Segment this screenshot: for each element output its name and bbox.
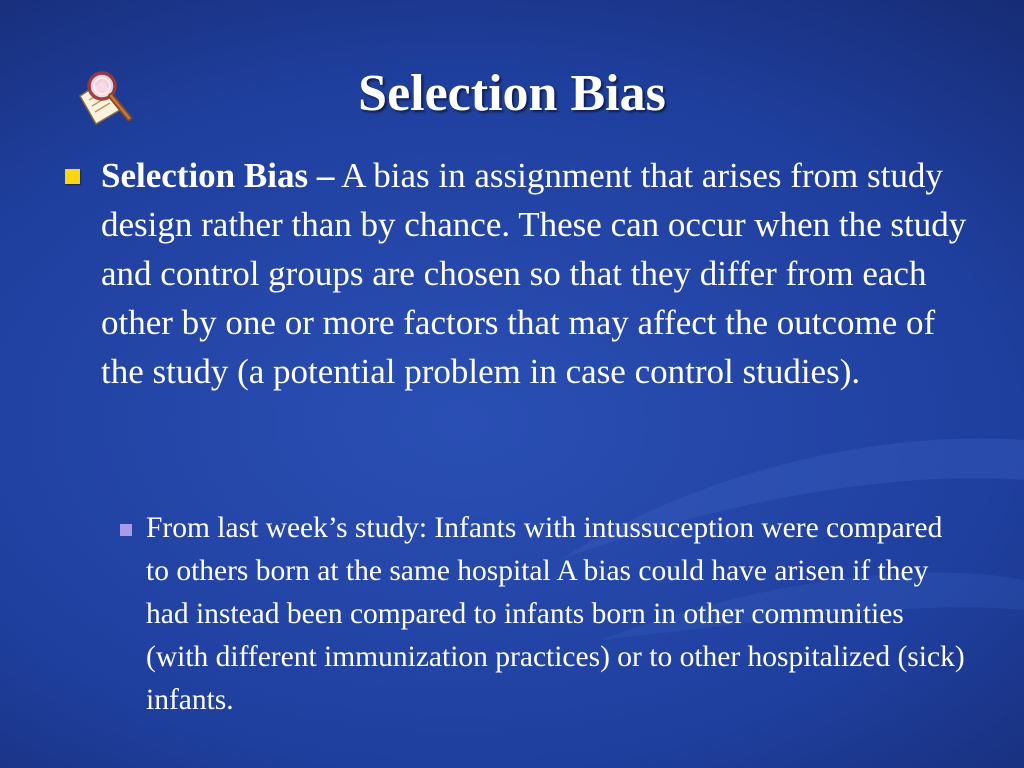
sub-bullet-example [146,507,966,722]
sub-bullet-text: From last week’s study: Infants with intussuception were compared to others born at the same hospital A bias could have arisen if they had instead been compared to infants born in other communities (with different immunization practices) or to other hospitalized (sick) infants. [146,512,965,716]
bullet-term: Selection Bias – [101,156,335,195]
square-sub-bullet-icon [120,524,132,536]
bullet-selection-bias [101,151,981,396]
bullet-text: A bias in assignment that arises from study design rather than by chance. These can occur when the study and control groups are chosen so that they differ from each other by one or more factors that may affect the outcome of the study (a potential problem in case control studies). [101,156,967,391]
slide-title: Selection Bias [358,65,666,122]
square-bullet-icon [65,169,80,184]
